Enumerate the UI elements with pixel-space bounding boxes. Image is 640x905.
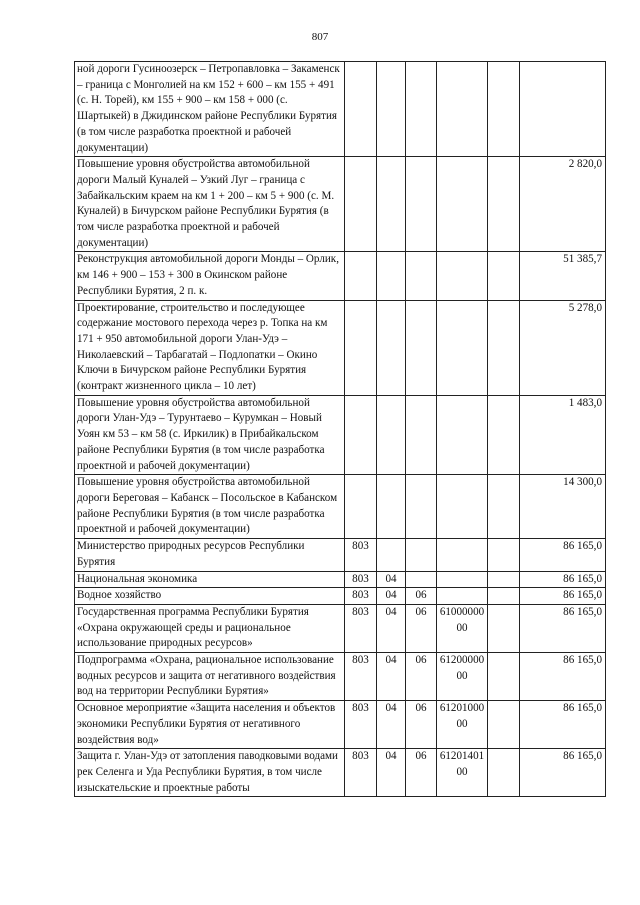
row-cs-code [437, 475, 488, 539]
row-gr-code: 803 [345, 571, 377, 588]
table-row [75, 653, 606, 701]
table-row [75, 588, 606, 605]
row-gr-code: 803 [345, 539, 377, 571]
row-name: Подпрограмма «Охрана, рациональное использование водных ресурсов и защита от негативного воздействия вод на территории Республики Бурятия» [75, 653, 345, 701]
row-name: Защита г. Улан-Удэ от затопления паводковыми водами рек Селенга и Уда Республики Бурятия, в том числе изыскательские и проектные работы [75, 749, 345, 797]
table-row [75, 157, 606, 252]
row-pr-code [406, 62, 437, 157]
row-sum: 86 165,0 [520, 653, 606, 701]
row-vr-code [488, 604, 520, 652]
table-row [75, 475, 606, 539]
row-pr-code [406, 300, 437, 395]
row-gr-code: 803 [345, 653, 377, 701]
row-gr-code [345, 395, 377, 475]
row-sum: 1 483,0 [520, 395, 606, 475]
row-rz-code: 04 [377, 604, 406, 652]
row-pr-code: 06 [406, 749, 437, 797]
row-sum: 5 278,0 [520, 300, 606, 395]
row-gr-code [345, 252, 377, 300]
row-vr-code [488, 395, 520, 475]
row-cs-code [437, 539, 488, 571]
row-name: Повышение уровня обустройства автомобильной дороги Улан-Удэ – Турунтаево – Курумкан – Новый Уоян км 53 – км 58 (с. Иркилик) в Прибайкальском районе Республики Бурятия (в том числе разработка проектной и рабочей документации) [75, 395, 345, 475]
row-pr-code [406, 157, 437, 252]
row-cs-code [437, 300, 488, 395]
row-rz-code [377, 395, 406, 475]
row-vr-code [488, 252, 520, 300]
row-name: Государственная программа Республики Бурятия «Охрана окружающей среды и рациональное использование природных ресурсов» [75, 604, 345, 652]
row-rz-code [377, 62, 406, 157]
row-name: Основное мероприятие «Защита населения и объектов экономики Республики Бурятия от негативного воздействия вод» [75, 701, 345, 749]
row-sum: 14 300,0 [520, 475, 606, 539]
row-cs-code [437, 571, 488, 588]
table-row [75, 300, 606, 395]
row-rz-code: 04 [377, 749, 406, 797]
row-vr-code [488, 653, 520, 701]
row-sum: 86 165,0 [520, 749, 606, 797]
row-pr-code: 06 [406, 588, 437, 605]
row-sum: 86 165,0 [520, 571, 606, 588]
row-pr-code [406, 475, 437, 539]
row-vr-code [488, 571, 520, 588]
page-number: 807 [311, 31, 329, 43]
table-row [75, 62, 606, 157]
row-cs-code [437, 157, 488, 252]
table-row [75, 604, 606, 652]
table-row [75, 701, 606, 749]
row-gr-code: 803 [345, 588, 377, 605]
row-sum: 2 820,0 [520, 157, 606, 252]
row-pr-code [406, 539, 437, 571]
row-vr-code [488, 157, 520, 252]
row-gr-code [345, 62, 377, 157]
row-rz-code [377, 475, 406, 539]
row-name: Повышение уровня обустройства автомобильной дороги Малый Куналей – Узкий Луг – граница с Забайкальским краем на км 1 + 200 – км 5 + 900 (с. М. Куналей) в Бичурском районе Республики Бурятия (в том числе разработка проектной и рабочей документации) [75, 157, 345, 252]
row-pr-code: 06 [406, 653, 437, 701]
table-row [75, 749, 606, 797]
row-cs-code: 6120140100 [437, 749, 488, 797]
row-vr-code [488, 701, 520, 749]
row-name: Повышение уровня обустройства автомобильной дороги Береговая – Кабанск – Посольское в Кабанском районе Республики Бурятия (в том числе разработка проектной и рабочей документации) [75, 475, 345, 539]
row-rz-code: 04 [377, 571, 406, 588]
row-rz-code: 04 [377, 588, 406, 605]
budget-table [74, 61, 606, 797]
row-rz-code [377, 157, 406, 252]
row-rz-code [377, 539, 406, 571]
row-vr-code [488, 749, 520, 797]
row-rz-code [377, 252, 406, 300]
row-pr-code: 06 [406, 604, 437, 652]
row-gr-code: 803 [345, 604, 377, 652]
row-vr-code [488, 475, 520, 539]
row-name: Национальная экономика [75, 571, 345, 588]
row-gr-code: 803 [345, 701, 377, 749]
row-gr-code: 803 [345, 749, 377, 797]
row-cs-code [437, 588, 488, 605]
row-gr-code [345, 475, 377, 539]
table-row [75, 395, 606, 475]
row-sum [520, 62, 606, 157]
row-vr-code [488, 539, 520, 571]
row-gr-code [345, 300, 377, 395]
row-cs-code [437, 62, 488, 157]
row-name: Водное хозяйство [75, 588, 345, 605]
row-pr-code [406, 395, 437, 475]
row-vr-code [488, 62, 520, 157]
row-rz-code [377, 300, 406, 395]
row-sum: 86 165,0 [520, 701, 606, 749]
row-gr-code [345, 157, 377, 252]
row-sum: 51 385,7 [520, 252, 606, 300]
row-sum: 86 165,0 [520, 588, 606, 605]
row-name: Проектирование, строительство и последующее содержание мостового перехода через р. Топка на км 171 + 950 автомобильной дороги Улан-Удэ – Николаевский – Тарбагатай – Подлопатки – Окино Ключи в Бичурском районе Республики Бурятия (контракт жизненного цикла – 10 лет) [75, 300, 345, 395]
row-vr-code [488, 588, 520, 605]
row-pr-code: 06 [406, 701, 437, 749]
row-cs-code: 6120100000 [437, 701, 488, 749]
row-name: Реконструкция автомобильной дороги Монды – Орлик, км 146 + 900 – 153 + 300 в Окинском районе Республики Бурятия, 2 п. к. [75, 252, 345, 300]
row-vr-code [488, 300, 520, 395]
row-sum: 86 165,0 [520, 604, 606, 652]
table-row [75, 571, 606, 588]
row-rz-code: 04 [377, 653, 406, 701]
row-pr-code [406, 252, 437, 300]
row-pr-code [406, 571, 437, 588]
table-row [75, 252, 606, 300]
row-cs-code [437, 395, 488, 475]
table-row [75, 539, 606, 571]
row-name: Министерство природных ресурсов Республики Бурятия [75, 539, 345, 571]
row-name: ной дороги Гусиноозерск – Петропавловка – Закаменск – граница с Монголией на км 152 + 600 – км 155 + 491 (с. Н. Торей), км 155 + 900 – км 158 + 000 (с. Шартыкей) в Джидинском районе Республики Бурятия (в том числе разработка проектной и рабочей документации) [75, 62, 345, 157]
row-cs-code: 6100000000 [437, 604, 488, 652]
row-cs-code: 6120000000 [437, 653, 488, 701]
row-sum: 86 165,0 [520, 539, 606, 571]
row-cs-code [437, 252, 488, 300]
row-rz-code: 04 [377, 701, 406, 749]
